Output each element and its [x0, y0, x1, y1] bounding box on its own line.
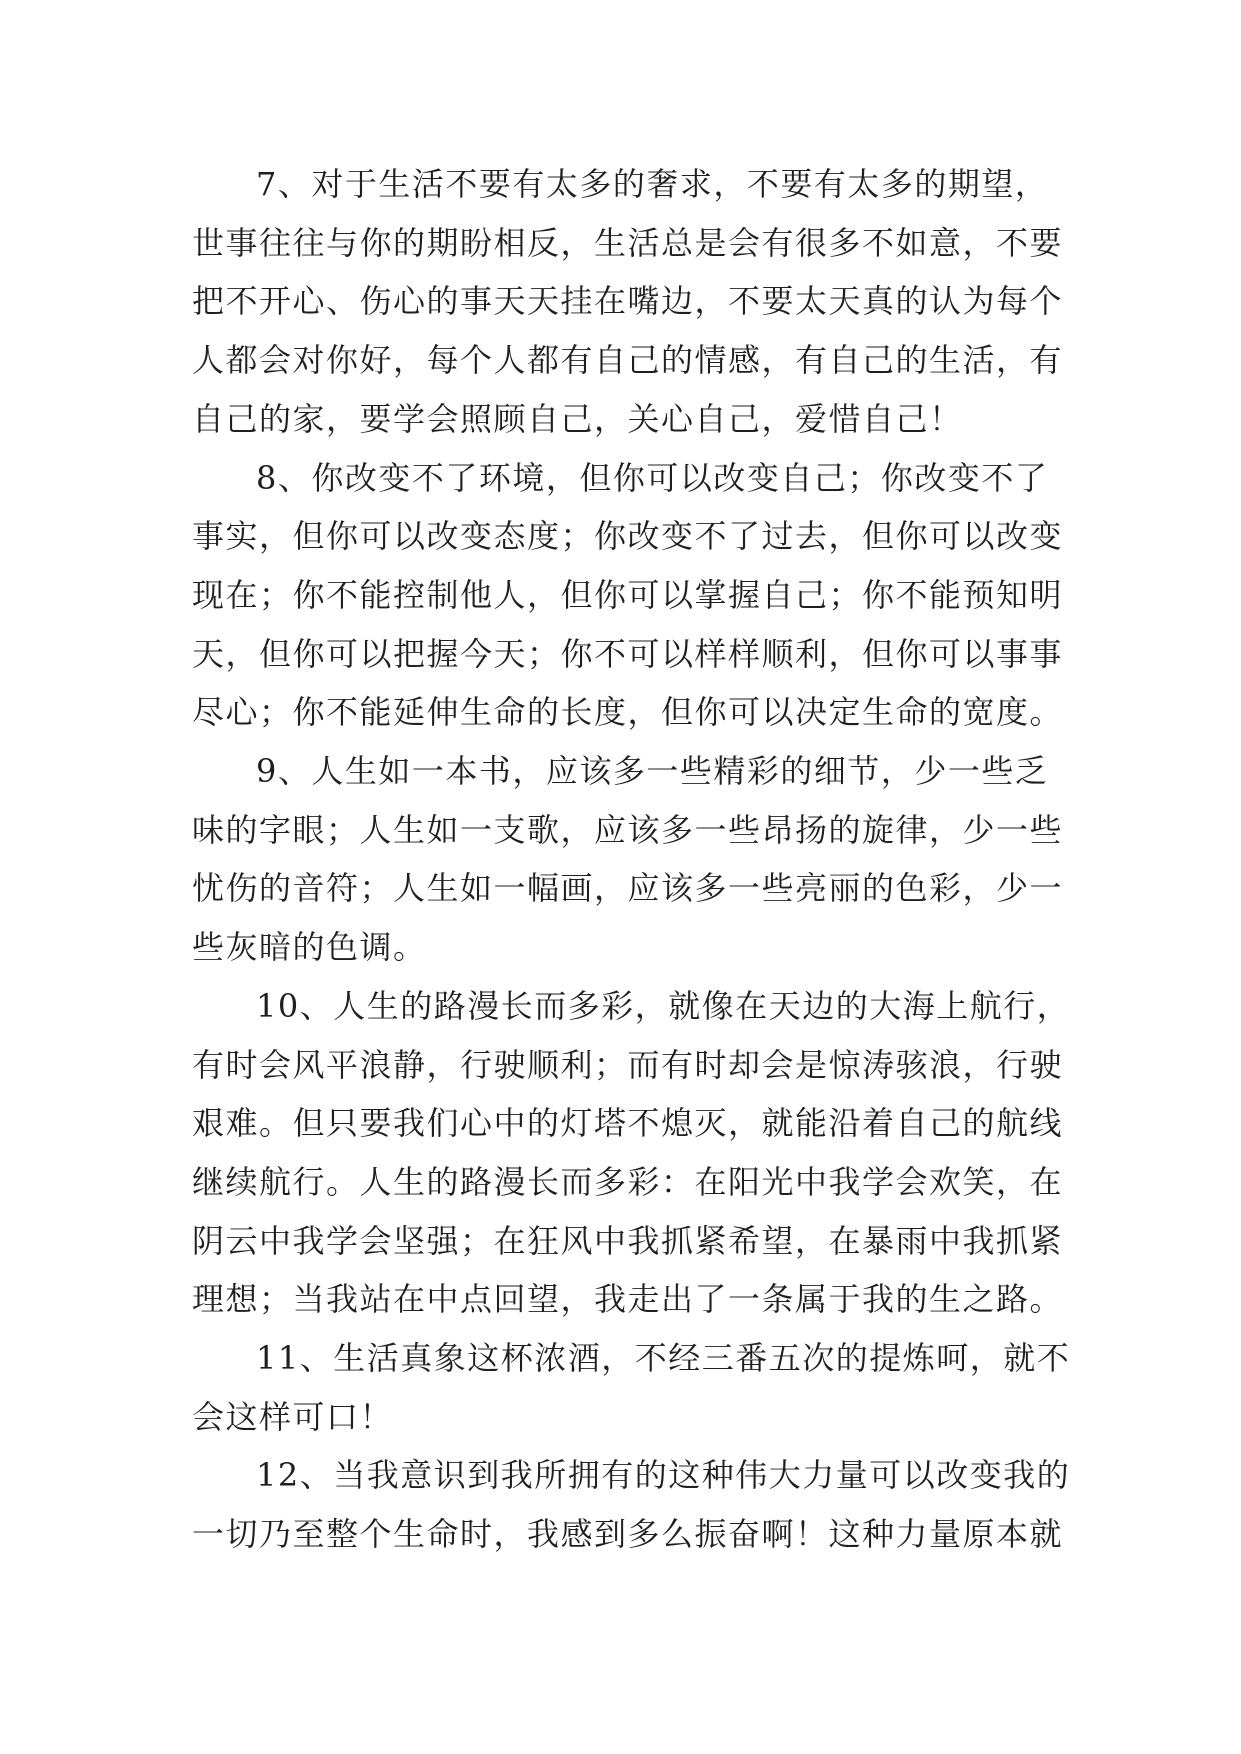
- text-line: 阴云中我学会坚强；在狂风中我抓紧希望，在暴雨中我抓紧: [192, 1221, 1064, 1260]
- text-line: 理想；当我站在中点回望，我走出了一条属于我的生之路。: [192, 1280, 1064, 1319]
- text-line: 9、人生如一本书，应该多一些精彩的细节，少一些乏: [256, 752, 1049, 791]
- text-line: 把不开心、伤心的事天天挂在嘴边，不要太天真的认为每个: [192, 282, 1064, 321]
- paragraph-12: [192, 1446, 1072, 1563]
- paragraph-11: [192, 1329, 1072, 1446]
- paragraph-10: [192, 977, 1072, 1329]
- text-line: 有时会风平浪静，行驶顺利；而有时却会是惊涛骇浪，行驶: [192, 1045, 1064, 1084]
- text-line: 人都会对你好，每个人都有自己的情感，有自己的生活，有: [192, 341, 1064, 380]
- text-line: 事实，但你可以改变态度；你改变不了过去，但你可以改变: [192, 517, 1064, 556]
- text-line: 10、人生的路漫长而多彩，就像在天边的大海上航行，: [256, 986, 1071, 1025]
- paragraph-7: [192, 155, 1072, 449]
- text-line: 会这样可口！: [192, 1397, 394, 1436]
- text-line: 味的字眼；人生如一支歌，应该多一些昂扬的旋律，少一些: [192, 810, 1064, 849]
- text-line: 自己的家，要学会照顾自己，关心自己，爱惜自己！: [192, 399, 963, 438]
- text-line: 7、对于生活不要有太多的奢求，不要有太多的期望，: [256, 165, 1049, 203]
- text-line: 忧伤的音符；人生如一幅画，应该多一些亮丽的色彩，少一: [192, 869, 1064, 908]
- text-line: 天，但你可以把握今天；你不可以样样顺利，但你可以事事: [192, 634, 1064, 673]
- text-line: 些灰暗的色调。: [192, 928, 427, 967]
- text-line: 世事往往与你的期盼相反，生活总是会有很多不如意，不要: [192, 223, 1064, 262]
- text-line: 现在；你不能控制他人，但你可以掌握自己；你不能预知明: [192, 575, 1064, 614]
- text-line: 艰难。但只要我们心中的灯塔不熄灭，就能沿着自己的航线: [192, 1104, 1064, 1143]
- text-line: 11、生活真象这杯浓酒，不经三番五次的提炼呵，就不: [256, 1339, 1071, 1378]
- document-body: [192, 155, 1072, 1564]
- text-line: 8、你改变不了环境，但你可以改变自己；你改变不了: [256, 458, 1049, 497]
- text-line: 12、当我意识到我所拥有的这种伟大力量可以改变我的: [256, 1456, 1071, 1495]
- paragraph-8: [192, 449, 1072, 743]
- paragraph-9: [192, 742, 1072, 977]
- text-line: 一切乃至整个生命时，我感到多么振奋啊！这种力量原本就: [192, 1515, 1064, 1554]
- text-line: 尽心；你不能延伸生命的长度，但你可以决定生命的宽度。: [192, 693, 1064, 732]
- text-line: 继续航行。人生的路漫长而多彩：在阳光中我学会欢笑，在: [192, 1162, 1064, 1201]
